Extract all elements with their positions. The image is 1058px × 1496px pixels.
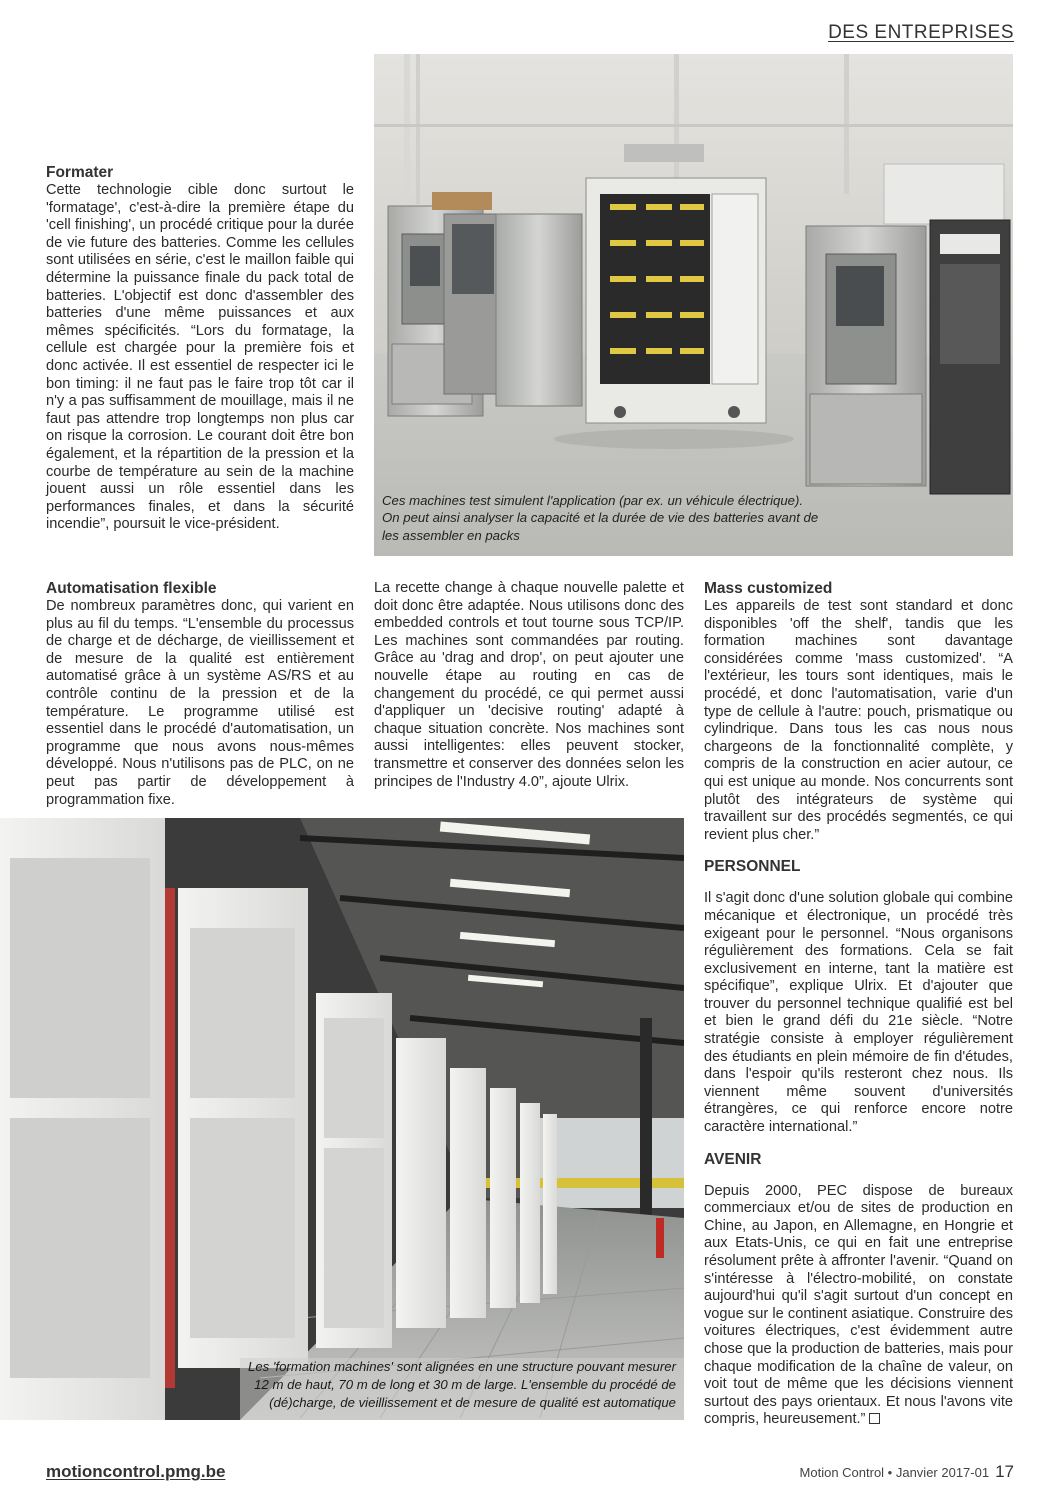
heading-formater: Formater	[46, 164, 114, 181]
text-personnel: Il s'agit donc d'une solution globale qui combine mécanique et électronique, un procédé très exigeant pour le personnel. “Nous organisons régulièrement des formations. Cela se fait exclusivement en interne, tant la matière est spécifique”, explique Ulrix. Et d'ajouter que trouver du personnel technique qualifié est bel et bien le grand défi du 21e siècle. “Notre stratégie consiste à employer régulièrement des étudiants en plein mémoire de fin d'études, dans l'espoir qu'ils resteront chez nous. Ils viennent même souvent d'universités étrangères, ce qui renforce encore notre caractère international.”	[704, 890, 1013, 1136]
end-mark-icon	[869, 1413, 880, 1424]
section-automatisation	[46, 580, 354, 809]
text-avenir	[704, 1183, 1013, 1429]
text-avenir-body: Depuis 2000, PEC dispose de bureaux commerciaux et/ou de sites de production en Chine, au Japon, en Allemagne, en Hongrie et aux Etats-Unis, ce qui en fait une entreprise résolument prête à affronter l'avenir. “Quand on s'intéresse à l'électro-mobilité, on constate aujourd'hui qu'il s'agit surtout d'un concept en vogue sur le continent asiatique. Construire des voitures électriques, c'est évidemment autre chose que la production de batteries, mais pour chaque modification de la chaîne de valeur, on voit tout de même que les décisions viennent surtout des pays orientaux. Et nous l'avons vite compris, heureusement.”	[704, 1182, 1013, 1428]
heading-automatisation: Automatisation flexible	[46, 580, 217, 597]
section-recette	[374, 580, 684, 791]
section-tag: DES ENTREPRISES	[828, 22, 1014, 43]
formation-machines-illustration	[0, 818, 684, 1420]
test-chambers-illustration	[374, 54, 1013, 556]
heading-personnel: PERSONNEL	[704, 858, 801, 876]
caption-test-chambers: Ces machines test simulent l'application (par ex. un véhicule électrique). On peut ainsi analyser la capacité et la durée de vie des batteries avant de les assembler en packs	[382, 492, 819, 543]
text-automatisation: De nombreux paramètres donc, qui varient en plus au fil du temps. “L'ensemble du processus de charge et de décharge, de vieillissement et de mesure de la qualité est entièrement automatisé grâce à un système AS/RS et au contrôle continu de la pression et de la température. Le programme utilisé est essentiel dans le procédé d'automatisation, un programme que nous avons nous-mêmes développé. Nous n'utilisons pas de PLC, on ne peut pas partir de développement à programmation fixe.	[46, 598, 354, 808]
section-formater	[46, 164, 354, 534]
heading-avenir: AVENIR	[704, 1150, 762, 1168]
caption-formation-machines: Les 'formation machines' sont alignées en une structure pouvant mesurer 12 m de haut, 70 m de long et 30 m de large. L'ensemble du procédé de (dé)charge, de vieillissement et de mesure de qualité est automatique	[247, 1359, 676, 1410]
text-mass-customized: Les appareils de test sont standard et donc disponibles 'off the shelf', tandis que les formation machines sont davantage considérées comme 'mass customized'. “A l'extérieur, les tours sont identiques, mais le procédé, et donc l'automatisation, varie d'un type de cellule à l'autre: pouch, prismatique ou cylindrique. Dans tous les cas nous nous chargeons de la fonctionnalité complète, y compris de la construction en acier autour, ce qui est unique au monde. Nos concurrents sont plutôt des intégrateurs de système qui travaillent sur des procédés segmentés, ce qui revient plus cher.”	[704, 598, 1013, 843]
footer-publication-name: Motion Control • Janvier 2017-01	[799, 1465, 990, 1480]
text-recette: La recette change à chaque nouvelle palette et doit donc être adaptée. Nous utilisons donc des embedded controls et tout tourne sous TCP/IP. Les machines sont commandées par routing. Grâce au 'drag and drop', on peut ajouter une nouvelle étape au routing en cas de changement du procédé, ce qui permet aussi d'appliquer un 'decisive routing' adapté à chaque situation concrète. Nos machines sont aussi intelligentes: elles peuvent stocker, transmettre et conserver des données selon les principes de l'Industry 4.0”, ajoute Ulrix.	[374, 580, 684, 790]
section-right-column	[704, 580, 1013, 1429]
photo-test-chambers	[374, 54, 1013, 556]
page-number: 17	[995, 1462, 1014, 1481]
photo-formation-machines	[0, 818, 684, 1420]
text-formater: Cette technologie cible donc surtout le 'formatage', c'est-à-dire la première étape du 'cell finishing', un procédé critique pour la durée de vie future des batteries. Comme les cellules sont utilisées en série, c'est le maillon faible qui détermine la puissance finale du pack total de batteries. L'objectif est donc d'assembler des batteries d'une même puissances et aux mêmes spécificités. “Lors du formatage, la cellule est chargée pour la première fois et donc activée. Il est essentiel de respecter ici le bon timing: il ne faut pas le faire trop tôt car il n'y a pas suffisamment de mouillage, mais il ne faut pas attendre trop longtemps non plus car on risque la corrosion. Le courant doit être bon également, et la répartition de la pression et la courbe de température au sein de la machine jouent aussi un rôle essentiel dans les performances finales, et dans la sécurité incendie”, poursuit le vice-président.	[46, 182, 354, 533]
footer-publication	[800, 1462, 1014, 1482]
footer-website-link[interactable]: motioncontrol.pmg.be	[46, 1462, 226, 1481]
heading-mass-customized: Mass customized	[704, 580, 833, 597]
